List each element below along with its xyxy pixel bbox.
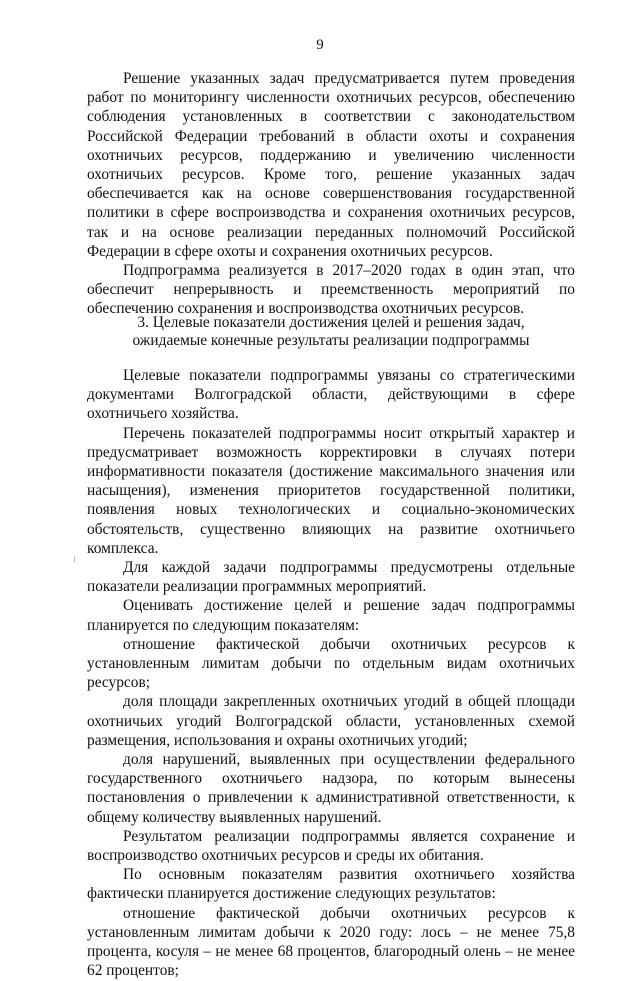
section-heading (87, 314, 575, 350)
paragraph: Целевые показатели подпрограммы увязаны со стратегическими документами Волгоградской области, действующими в сфере охотничьего хозяйства. (87, 367, 575, 423)
paragraph: Оценивать достижение целей и решение задач подпрограммы планируется по следующим показателям: (87, 597, 575, 634)
section-text-block (87, 366, 575, 981)
section-heading-line-2: ожидаемые конечные результаты реализации подпрограммы (132, 332, 530, 349)
paragraph: Для каждой задачи подпрограммы предусмотрены отдельные показатели реализации программных мероприятий. (87, 559, 575, 596)
paragraph: По основным показателям развития охотничьего хозяйства фактически планируется достижение следующих результатов: (87, 866, 575, 903)
paragraph: отношение фактической добычи охотничьих ресурсов к установленным лимитам добычи по отдельным видам охотничьих ресурсов; (87, 635, 575, 692)
section-heading-line-1: 3. Целевые показатели достижения целей и решения задач, (137, 314, 525, 331)
paragraph: отношение фактической добычи охотничьих ресурсов к установленным лимитам добычи к 2020 году: лось – не менее 75,8 процента, косуля – не менее 68 процентов, благородный олень – не менее 62 процентов; (87, 904, 575, 980)
paragraph: Решение указанных задач предусматривается путем проведения работ по мониторингу численности охотничьих ресурсов, обеспечению соблюдения установленных в соответствии с законодательством Российской Федерации требований в области охоты и сохранения охотничьих ресурсов, поддержанию и увеличению численности охотничьих ресурсов. Кроме того, решение указанных задач обеспечивается как на основе совершенствования государственной политики в сфере воспроизводства и сохранения охотничьих ресурсов, так и на основе реализации переданных полномочий Российской Федерации в сфере охоты и сохранения охотничьих ресурсов. (87, 70, 575, 260)
paragraph: Перечень показателей подпрограммы носит открытый характер и предусматривает возможность корректировки в случаях потери информативности показателя (достижение максимального значения или насыщения), изменения приоритетов государственной политики, появления новых технологических и социально-экономических обстоятельств, существенно влияющих на развитие охотничьего комплекса. (87, 424, 575, 557)
page-number: 9 (316, 37, 324, 53)
paragraph: доля площади закрепленных охотничьих угодий в общей площади охотничьих угодий Волгоградской области, установленных схемой размещения, использования и охраны охотничьих угодий; (87, 693, 575, 749)
scan-margin-mark (74, 556, 75, 562)
paragraph: Подпрограмма реализуется в 2017–2020 годах в один этап, что обеспечит непрерывность и преемственность мероприятий по обеспечению сохранения и воспроизводства охотничьих ресурсов. (87, 262, 575, 318)
intro-text-block (87, 69, 575, 319)
paragraph: Результатом реализации подпрограммы является сохранение и воспроизводство охотничьих ресурсов и среды их обитания. (87, 827, 575, 865)
paragraph: доля нарушений, выявленных при осуществлении федерального государственного охотничьего надзора, по которым вынесены постановления о привлечении к административной ответственности, к общему количеству выявленных нарушений. (87, 751, 575, 826)
